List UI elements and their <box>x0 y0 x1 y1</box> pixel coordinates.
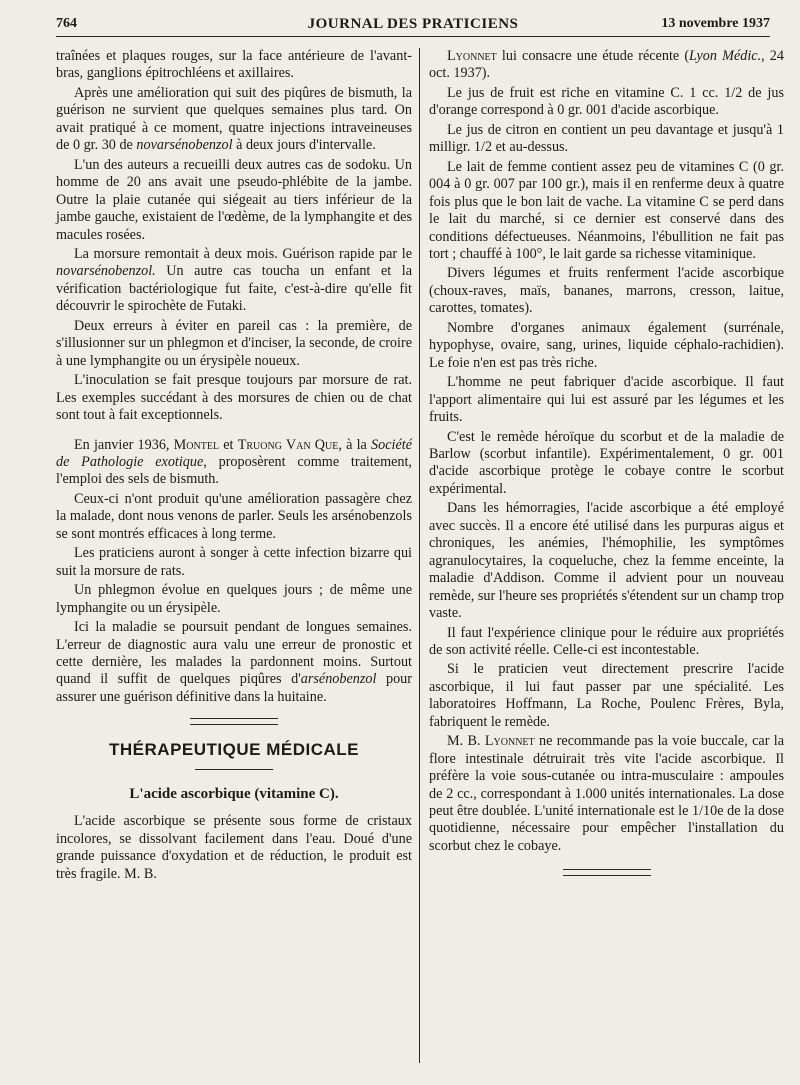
paragraph: L'homme ne peut fabriquer d'acide ascorbique. Il faut l'apport alimentaire qui lui est assuré par les légumes et les fruits. <box>429 374 784 426</box>
issue-date: 13 novembre 1937 <box>661 16 770 31</box>
title-underline <box>195 769 273 770</box>
paragraph: traînées et plaques rouges, sur la face antérieure de l'avant-bras, ganglions épitrochléens et axillaires. <box>56 48 412 82</box>
paragraph: C'est le remède héroïque du scorbut et de la maladie de Barlow (scorbut infantile). Expérimentalement, 0 gr. 001 d'acide ascorbique protège le cobaye contre le scorbut expérimental. <box>429 428 784 497</box>
page-number: 764 <box>56 16 77 31</box>
paragraph: Le lait de femme contient assez peu de vitamines C (0 gr. 004 à 0 gr. 007 par 100 gr.), mais il en renferme deux à quatre fois plus que le bon lait de vache. La vitamine C se perd dans le lait du marché, si ce dernier est conservé dans des conditions défectueuses. Néanmoins, l'ébullition ne fait pas tort ; chauffé à 100°, le lait garde sa richesse vitaminique. <box>429 158 784 262</box>
paragraph: Divers légumes et fruits renferment l'acide ascorbique (choux-raves, maïs, bananes, marrons, cresson, laitue, carottes, tomates). <box>429 265 784 317</box>
paragraph: Le jus de citron en contient un peu davantage et jusqu'à 1 milligr. 1/2 et au-dessus. <box>429 121 784 156</box>
journal-title: JOURNAL DES PRATICIENS <box>307 16 519 32</box>
paragraph: Les praticiens auront à songer à cette infection bizarre qui suit la morsure de rats. <box>56 545 412 579</box>
paragraph: Nombre d'organes animaux également (surrénale, hypophyse, ovaire, sang, urines, liquide céphalo-rachidien). Le foie n'en est pas très riche. <box>429 319 784 371</box>
paragraph: Ceux-ci n'ont produit qu'une amélioration passagère chez la malade, dont nous venons de parler. Seuls les arsénobenzols se sont montrés efficaces à long terme. <box>56 490 412 542</box>
paragraph: L'acide ascorbique se présente sous forme de cristaux incolores, se dissolvant facilement dans l'eau. Doué d'une grande puissance d'oxydation et de réduction, le produit est très fragile. M. B. <box>56 813 412 882</box>
paragraph: La morsure remontait à deux mois. Guérison rapide par le novarsénobenzol. Un autre cas toucha un enfant et la vérification bactériologique fut faite, c'est-à-dire qu'elle fit découvrir le spirochète de Futaki. <box>56 245 412 315</box>
right-column <box>429 48 784 876</box>
paragraph: Il faut l'expérience clinique pour le réduire aux propriétés de son activité réelle. Celle-ci est incontestable. <box>429 624 784 658</box>
paragraph: En janvier 1936, Montel et Truong Van Que, à la Société de Pathologie exotique, proposèrent comme traitement, l'emploi des sels de bismuth. <box>56 436 412 488</box>
column-divider <box>419 48 420 1063</box>
page-header <box>56 14 770 37</box>
paragraph: Deux erreurs à éviter en pareil cas : la première, de s'illusionner sur un phlegmon et d'inciser, la seconde, de croire à une lymphangite ou un érysipèle noueux. <box>56 317 412 369</box>
section-title: THÉRAPEUTIQUE MÉDICALE <box>109 740 359 760</box>
paragraph: Après une amélioration qui suit des piqûres de bismuth, la guérison ne survient que quelques semaines plus tard. On avait pratiqué à ce moment, quatre injections intraveineuses de 0 gr. 30 de novarsénobenzol à deux jours d'intervalle. <box>56 84 412 154</box>
paragraph: M. B. Lyonnet ne recommande pas la voie buccale, car la flore intestinale détruirait très vite l'acide ascorbique. Il préfère la voie sous-cutanée ou intra-musculaire : ampoules de 2 cc., correspondant à 1.000 unités internationales. La dose peut être doublée. L'unité internationale est le 1/10e de la dose quotidienne, nécessaire pour empêcher l'installation du scorbut chez le cobaye. <box>429 733 785 854</box>
left-column <box>56 48 412 885</box>
paragraph: L'inoculation se fait presque toujours par morsure de rat. Les exemples succédant à des morsures de chien ou de chat sont tout à fait exceptionnels. <box>56 372 412 424</box>
article-subtitle: L'acide ascorbique (vitamine C). <box>129 785 339 802</box>
paragraph: Si le praticien veut directement prescrire l'acide ascorbique, il lui faut passer par une spécialité. Les laboratoires Hoffmann, La Roche, Poulenc Frères, Byla, fabriquent le remède. <box>429 661 784 730</box>
paragraph: Lyonnet lui consacre une étude récente (Lyon Médic., 24 oct. 1937). <box>429 48 784 82</box>
paragraph: Un phlegmon évolue en quelques jours ; de même une lymphangite ou un érysipèle. <box>56 582 412 616</box>
paragraph: Dans les hémorragies, l'acide ascorbique a été employé avec succès. Il a encore été utilisé dans les purpuras aigus et chroniques, les anémies, l'hémophilie, les symptômes agranulocytaires, la coqueluche, chez la femme enceinte, la maladie d'Addison. Comme il advient pour un nouveau remède, sur l'heure ses propriétés s'étendent sur un champ trop vaste. <box>429 500 784 622</box>
end-rule <box>563 869 651 876</box>
paragraph: L'un des auteurs a recueilli deux autres cas de sodoku. Un homme de 20 ans avait une pseudo-phlébite de la jambe. Outre la plaie cutanée qui siégeait au tiers inférieur de la jambe gauche, existaient de l'œdème, de la lymphangite et des macules rosées. <box>56 156 412 243</box>
paragraph: Ici la maladie se poursuit pendant de longues semaines. L'erreur de diagnostic aura valu une erreur de pronostic et cette dernière, les malades la pardonnent moins. Surtout quand il suffit de quelques piqûres d'arsénobenzol pour assurer une guérison définitive dans la huitaine. <box>56 619 412 705</box>
paragraph: Le jus de fruit est riche en vitamine C. 1 cc. 1/2 de jus d'orange correspond à 0 gr. 001 d'acide ascorbique. <box>429 84 784 119</box>
section-rule <box>190 718 278 725</box>
